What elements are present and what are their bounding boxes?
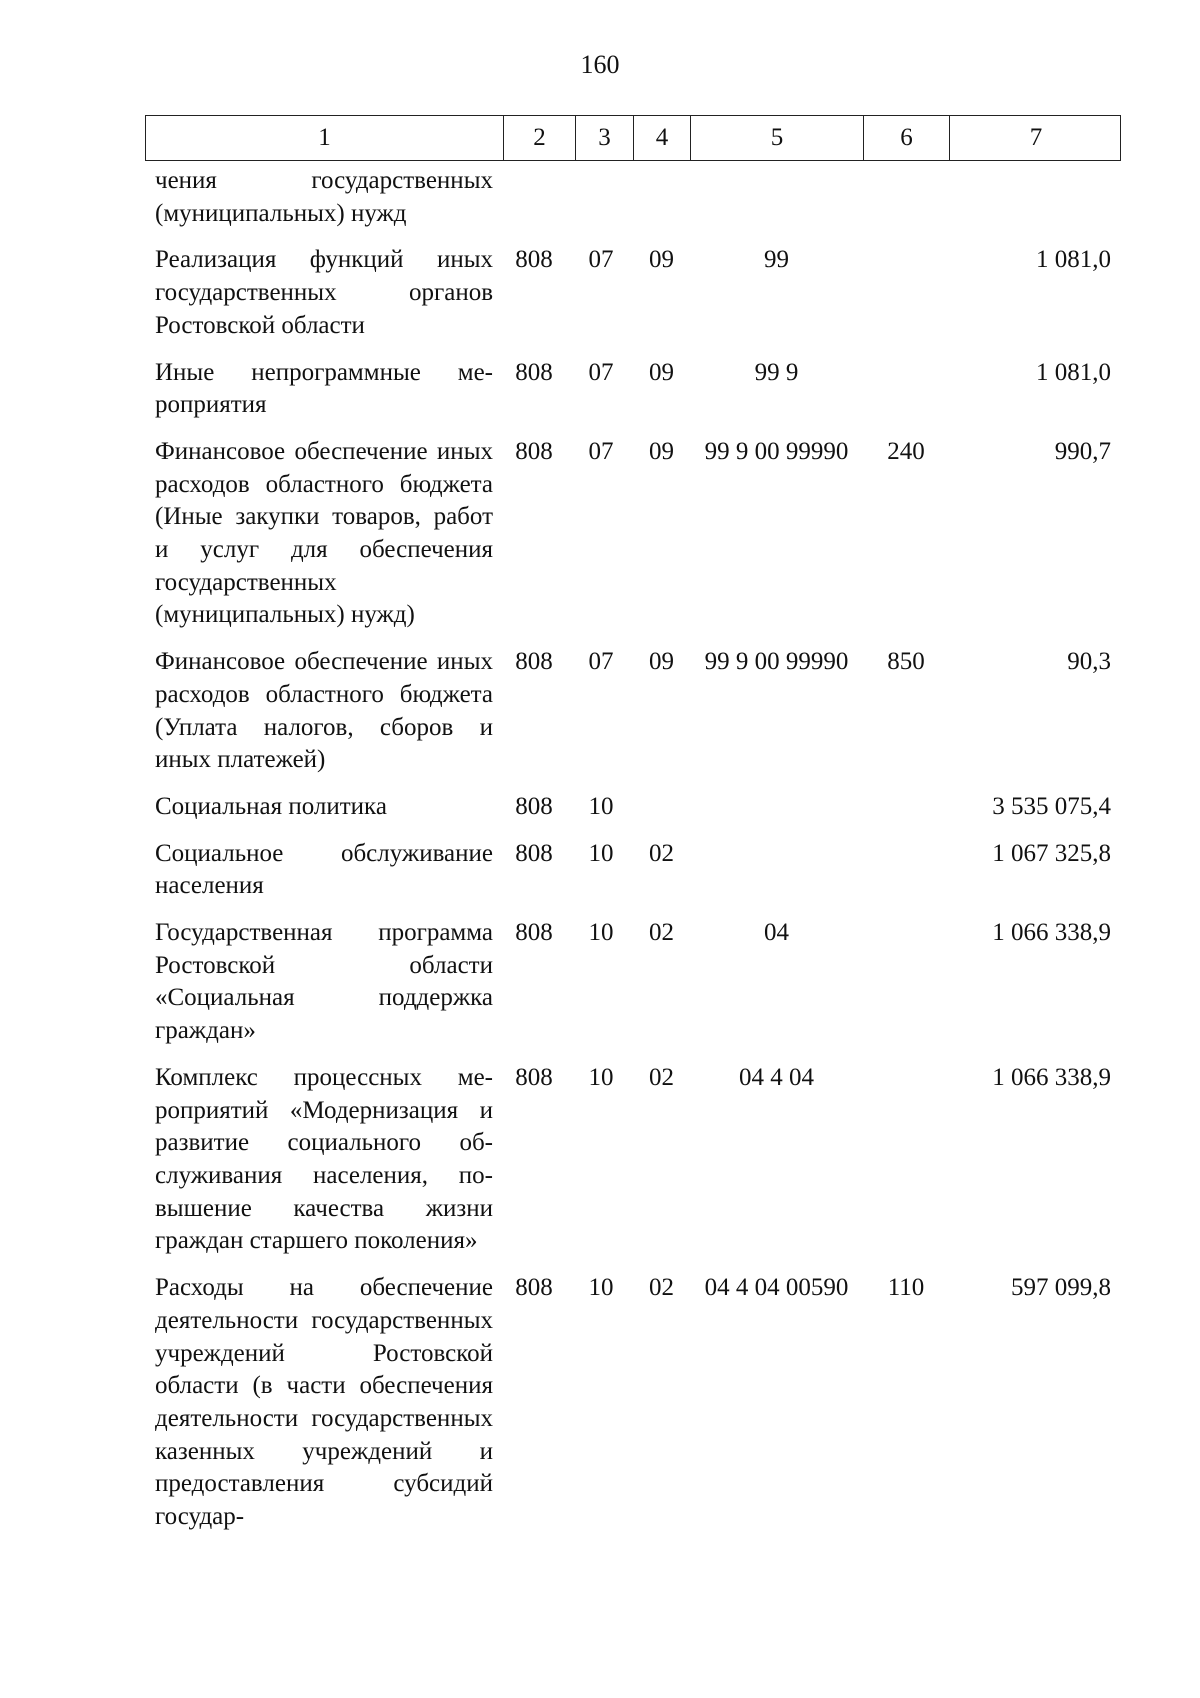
cell-amount: 597 099,8 (1011, 1274, 1111, 1302)
cell-subsection: 09 (649, 437, 674, 465)
cell-section: 10 (588, 1274, 614, 1302)
header-col-5: 5 (691, 116, 864, 160)
cell-target-article: 04 4 04 00590 (704, 1274, 849, 1302)
table-row (145, 244, 1121, 342)
cell-amount: 990,7 (1054, 437, 1111, 465)
cell-subsection: 02 (649, 1274, 674, 1302)
cell-ministry (503, 165, 575, 230)
cell-amount: 1 067 325,8 (992, 839, 1111, 867)
cell-target-article: 99 9 00 99990 (704, 437, 849, 465)
cell-expense-type: 850 (887, 648, 925, 676)
cell-target-article (690, 791, 863, 824)
table-row (145, 1062, 1121, 1258)
cell-expense-type (863, 165, 949, 230)
cell-target-article: 99 9 00 99990 (704, 648, 849, 676)
row-name: Государственная программа Ростовской области «Социальная поддержка граждан» (155, 919, 493, 1045)
cell-amount: 1 081,0 (1036, 246, 1111, 274)
row-name: Иные непрограммные мероприятия (155, 358, 493, 419)
cell-ministry: 808 (515, 358, 553, 386)
row-name: чения государственных (муниципальных) нужд (155, 167, 493, 227)
cell-expense-type (863, 357, 949, 422)
table-row (145, 646, 1121, 777)
cell-ministry: 808 (515, 246, 553, 274)
cell-amount: 90,3 (1067, 648, 1111, 676)
cell-ministry: 808 (515, 648, 553, 676)
page-number: 160 (580, 50, 620, 79)
cell-subsection: 02 (649, 919, 674, 947)
row-name: Комплекс процессных мероприятий «Модернизация и развитие социального обслуживания населения, повышение качества жизни граждан старшего поколения» (155, 1063, 493, 1255)
cell-subsection: 09 (649, 358, 674, 386)
cell-target-article: 04 4 04 (739, 1063, 814, 1091)
cell-amount: 3 535 075,4 (992, 792, 1111, 820)
cell-section: 10 (588, 919, 614, 947)
cell-section: 10 (588, 1063, 614, 1091)
cell-target-article: 99 9 (754, 358, 799, 386)
cell-target-article (690, 165, 863, 230)
cell-subsection (633, 791, 690, 824)
cell-expense-type (863, 1062, 949, 1258)
header-col-4: 4 (634, 116, 691, 160)
cell-subsection: 02 (649, 1063, 674, 1091)
cell-ministry: 808 (515, 1274, 553, 1302)
cell-section: 07 (588, 648, 614, 676)
cell-ministry: 808 (515, 919, 553, 947)
cell-section: 07 (588, 358, 614, 386)
cell-subsection: 02 (649, 839, 674, 867)
cell-amount: 1 066 338,9 (992, 1063, 1111, 1091)
cell-section: 10 (588, 792, 614, 820)
cell-amount: 1 081,0 (1036, 358, 1111, 386)
cell-ministry: 808 (515, 839, 553, 867)
table-row (145, 165, 1121, 230)
table-row (145, 917, 1121, 1048)
cell-ministry: 808 (515, 437, 553, 465)
header-col-7: 7 (1029, 124, 1043, 151)
table-row (145, 436, 1121, 632)
header-col-6: 6 (864, 116, 950, 160)
cell-subsection (633, 165, 690, 230)
cell-expense-type: 240 (887, 437, 925, 465)
row-name: Расходы на обеспечение деятельности государственных учреждений Ростовской области (в части обеспечения деятельности государственных казенных учреждений и предоставления субсидий государ- (155, 1274, 493, 1531)
cell-expense-type (863, 917, 949, 1048)
header-col-2: 2 (504, 116, 576, 160)
cell-ministry: 808 (515, 792, 553, 820)
cell-section: 07 (588, 246, 614, 274)
cell-expense-type (863, 838, 949, 903)
cell-target-article (690, 838, 863, 903)
row-name: Финансовое обеспечение иных расходов областного бюджета (Уплата налогов, сборов и иных платежей) (155, 648, 493, 774)
cell-section: 07 (588, 437, 614, 465)
header-col-1: 1 (146, 116, 504, 160)
row-name: Социальная политика (155, 792, 387, 820)
row-name: Реализация функций иных государственных органов Ростовской области (155, 246, 493, 339)
row-name: Социальное обслуживание населения (155, 839, 493, 900)
cell-subsection: 09 (649, 246, 674, 274)
cell-target-article: 99 (764, 246, 789, 274)
header-col-3: 3 (576, 116, 634, 160)
cell-amount (949, 165, 1121, 230)
cell-subsection: 09 (649, 648, 674, 676)
table-header (145, 115, 1121, 161)
table-row (145, 1272, 1121, 1534)
cell-section: 10 (588, 839, 614, 867)
cell-target-article: 04 (764, 919, 789, 947)
table-row (145, 357, 1121, 422)
table-row (145, 791, 1121, 824)
cell-expense-type: 110 (887, 1274, 925, 1302)
cell-expense-type (863, 791, 949, 824)
cell-ministry: 808 (515, 1063, 553, 1091)
table-body (145, 165, 1121, 1534)
cell-expense-type (863, 244, 949, 342)
cell-section (575, 165, 633, 230)
row-name: Финансовое обеспечение иных расходов областного бюджета (Иные закупки товаров, работ и услуг для обеспечения государственных (муниципальных) нужд) (155, 437, 493, 629)
cell-amount: 1 066 338,9 (992, 919, 1111, 947)
table-row (145, 838, 1121, 903)
